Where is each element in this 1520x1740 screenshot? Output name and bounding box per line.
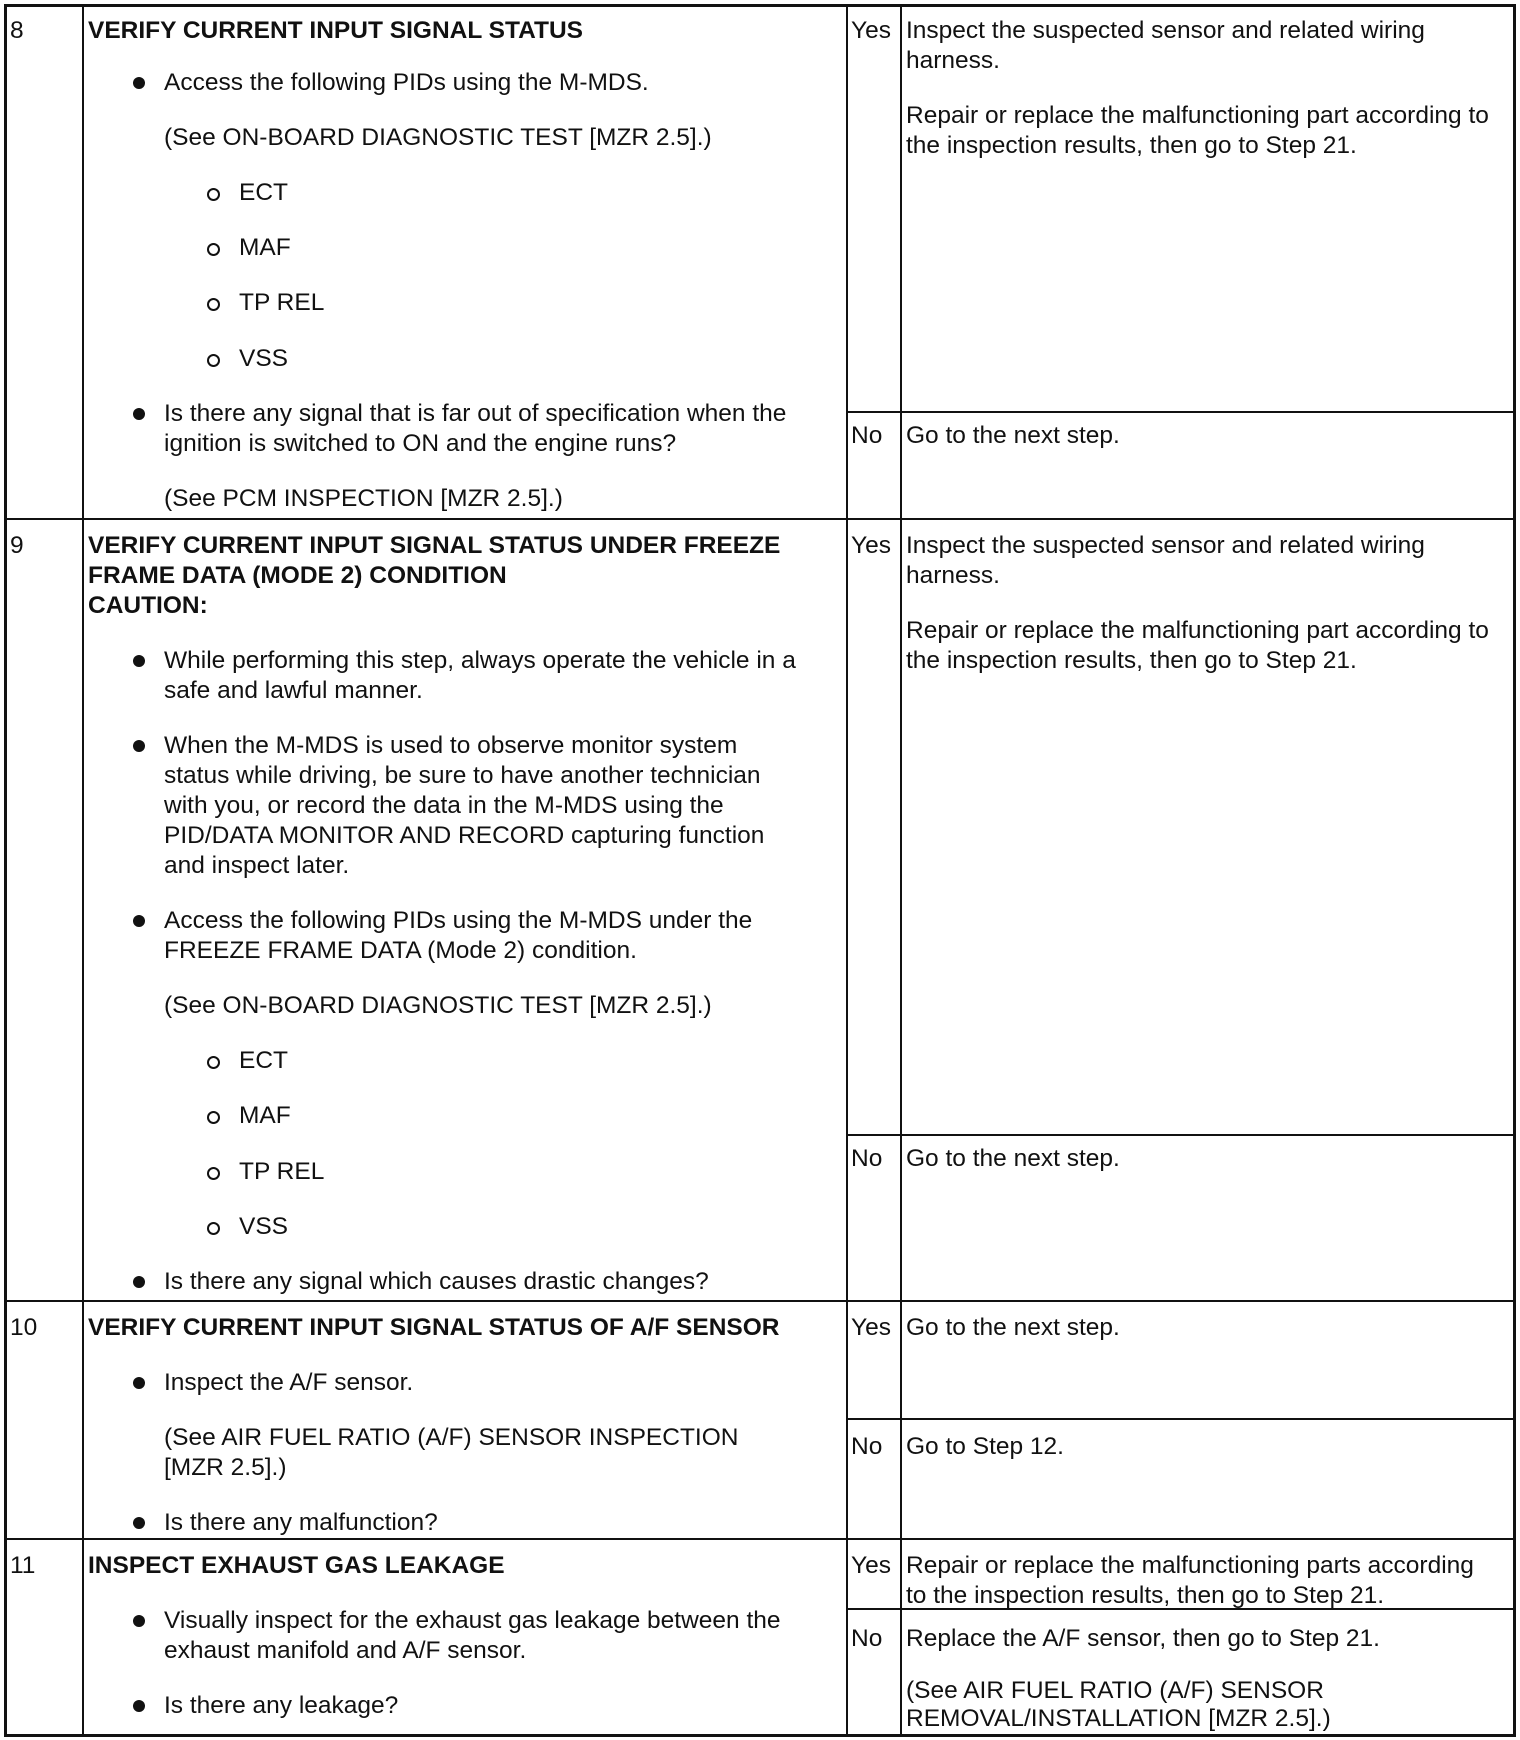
step-10-title: VERIFY CURRENT INPUT SIGNAL STATUS OF A/F SENSOR xyxy=(88,1314,780,1341)
step-8-no-label: No xyxy=(851,422,883,449)
step-11-no-action: (See AIR FUEL RATIO (A/F) SENSOR xyxy=(906,1677,1324,1704)
step-9-caution-item: While performing this step, always operate the vehicle in a xyxy=(164,647,796,674)
step-number-10: 10 xyxy=(10,1314,38,1341)
step-9-pid-maf: MAF xyxy=(239,1102,291,1129)
step-8-yes-label: Yes xyxy=(851,17,891,44)
step-9-pid-ect: ECT xyxy=(239,1047,288,1074)
diagnostic-procedure-table xyxy=(4,4,1516,1737)
sub-bullet-icon xyxy=(207,1111,220,1124)
step-9-title: VERIFY CURRENT INPUT SIGNAL STATUS UNDER FREEZE xyxy=(88,532,781,559)
step-9-pid-tp-rel: TP REL xyxy=(239,1158,325,1185)
step-9-caution-heading: CAUTION: xyxy=(88,592,208,619)
step-9-yes-action: the inspection results, then go to Step 21. xyxy=(906,647,1357,674)
step-9-caution-item: safe and lawful manner. xyxy=(164,677,423,704)
step-11-yes-label: Yes xyxy=(851,1552,891,1579)
bullet-icon xyxy=(133,1377,145,1389)
step-8-question: Is there any signal that is far out of specification when the xyxy=(164,400,787,427)
step-9-reference: (See ON-BOARD DIAGNOSTIC TEST [MZR 2.5].) xyxy=(164,992,712,1019)
step-9-caution-item: PID/DATA MONITOR AND RECORD capturing function xyxy=(164,822,765,849)
step-9-no-label: No xyxy=(851,1145,883,1172)
step-8-question: ignition is switched to ON and the engine runs? xyxy=(164,430,677,457)
column-divider-step xyxy=(82,4,84,1737)
step-8-pid-vss: VSS xyxy=(239,345,289,372)
yes-no-divider-step-8 xyxy=(846,411,1516,413)
step-8-yes-action: Inspect the suspected sensor and related wiring xyxy=(906,17,1425,44)
step-11-item: Visually inspect for the exhaust gas leakage between the xyxy=(164,1607,781,1634)
step-9-caution-item: with you, or record the data in the M-MDS using the xyxy=(164,792,724,819)
bullet-icon xyxy=(133,915,145,927)
step-number-9: 9 xyxy=(10,532,24,559)
step-8-item: Access the following PIDs using the M-MDS. xyxy=(164,69,649,96)
sub-bullet-icon xyxy=(207,1222,220,1235)
bullet-icon xyxy=(133,740,145,752)
bullet-icon xyxy=(133,1615,145,1627)
step-9-title: FRAME DATA (MODE 2) CONDITION xyxy=(88,562,507,589)
step-number-11: 11 xyxy=(10,1552,36,1579)
bullet-icon xyxy=(133,1517,145,1529)
step-number-8: 8 xyxy=(10,17,24,44)
step-10-no-label: No xyxy=(851,1433,883,1460)
step-10-reference: [MZR 2.5].) xyxy=(164,1454,287,1481)
step-8-reference: (See ON-BOARD DIAGNOSTIC TEST [MZR 2.5].) xyxy=(164,124,712,151)
column-divider-action xyxy=(846,4,848,1737)
step-8-yes-action: the inspection results, then go to Step 21. xyxy=(906,132,1357,159)
sub-bullet-icon xyxy=(207,1056,220,1069)
step-8-title: VERIFY CURRENT INPUT SIGNAL STATUS xyxy=(88,17,584,44)
step-8-pid-tp-rel: TP REL xyxy=(239,289,325,316)
step-9-item: Access the following PIDs using the M-MDS under the xyxy=(164,907,753,934)
step-9-caution-item: and inspect later. xyxy=(164,852,350,879)
bullet-icon xyxy=(133,408,145,420)
row-divider-10-11 xyxy=(4,1538,1516,1540)
step-9-yes-action: harness. xyxy=(906,562,1000,589)
step-8-pid-maf: MAF xyxy=(239,234,291,261)
step-11-no-label: No xyxy=(851,1625,883,1652)
sub-bullet-icon xyxy=(207,298,220,311)
row-divider-8-9 xyxy=(4,518,1516,520)
step-9-caution-item: When the M-MDS is used to observe monitor system xyxy=(164,732,738,759)
bullet-icon xyxy=(133,1700,145,1712)
step-10-yes-action: Go to the next step. xyxy=(906,1314,1120,1341)
step-11-title: INSPECT EXHAUST GAS LEAKAGE xyxy=(88,1552,505,1579)
step-8-yes-action: harness. xyxy=(906,47,1000,74)
step-9-yes-action: Inspect the suspected sensor and related wiring xyxy=(906,532,1425,559)
step-8-reference: (See PCM INSPECTION [MZR 2.5].) xyxy=(164,485,563,512)
column-divider-result xyxy=(900,4,902,1737)
step-10-no-action: Go to Step 12. xyxy=(906,1433,1064,1460)
yes-no-divider-step-10 xyxy=(846,1418,1516,1420)
row-divider-9-10 xyxy=(4,1300,1516,1302)
step-10-item: Inspect the A/F sensor. xyxy=(164,1369,414,1396)
sub-bullet-icon xyxy=(207,188,220,201)
step-9-yes-label: Yes xyxy=(851,532,891,559)
step-10-question: Is there any malfunction? xyxy=(164,1509,438,1536)
step-11-yes-action: to the inspection results, then go to Step 21. xyxy=(906,1582,1385,1609)
bullet-icon xyxy=(133,655,145,667)
step-8-yes-action: Repair or replace the malfunctioning part according to xyxy=(906,102,1489,129)
sub-bullet-icon xyxy=(207,354,220,367)
step-10-yes-label: Yes xyxy=(851,1314,891,1341)
yes-no-divider-step-9 xyxy=(846,1134,1516,1136)
step-11-no-action: REMOVAL/INSTALLATION [MZR 2.5].) xyxy=(906,1705,1331,1732)
step-10-reference: (See AIR FUEL RATIO (A/F) SENSOR INSPECTION xyxy=(164,1424,739,1451)
step-9-caution-item: status while driving, be sure to have another technician xyxy=(164,762,761,789)
step-9-item: FREEZE FRAME DATA (Mode 2) condition. xyxy=(164,937,637,964)
sub-bullet-icon xyxy=(207,243,220,256)
step-8-no-action: Go to the next step. xyxy=(906,422,1120,449)
step-8-pid-ect: ECT xyxy=(239,179,288,206)
step-11-no-action: Replace the A/F sensor, then go to Step 21. xyxy=(906,1625,1380,1652)
step-9-yes-action: Repair or replace the malfunctioning part according to xyxy=(906,617,1489,644)
sub-bullet-icon xyxy=(207,1167,220,1180)
step-9-pid-vss: VSS xyxy=(239,1213,289,1240)
bullet-icon xyxy=(133,1276,145,1288)
step-11-item: exhaust manifold and A/F sensor. xyxy=(164,1637,527,1664)
step-11-question: Is there any leakage? xyxy=(164,1692,399,1719)
step-9-no-action: Go to the next step. xyxy=(906,1145,1120,1172)
step-9-question: Is there any signal which causes drastic changes? xyxy=(164,1268,709,1295)
step-11-yes-action: Repair or replace the malfunctioning parts according xyxy=(906,1552,1474,1579)
bullet-icon xyxy=(133,77,145,89)
